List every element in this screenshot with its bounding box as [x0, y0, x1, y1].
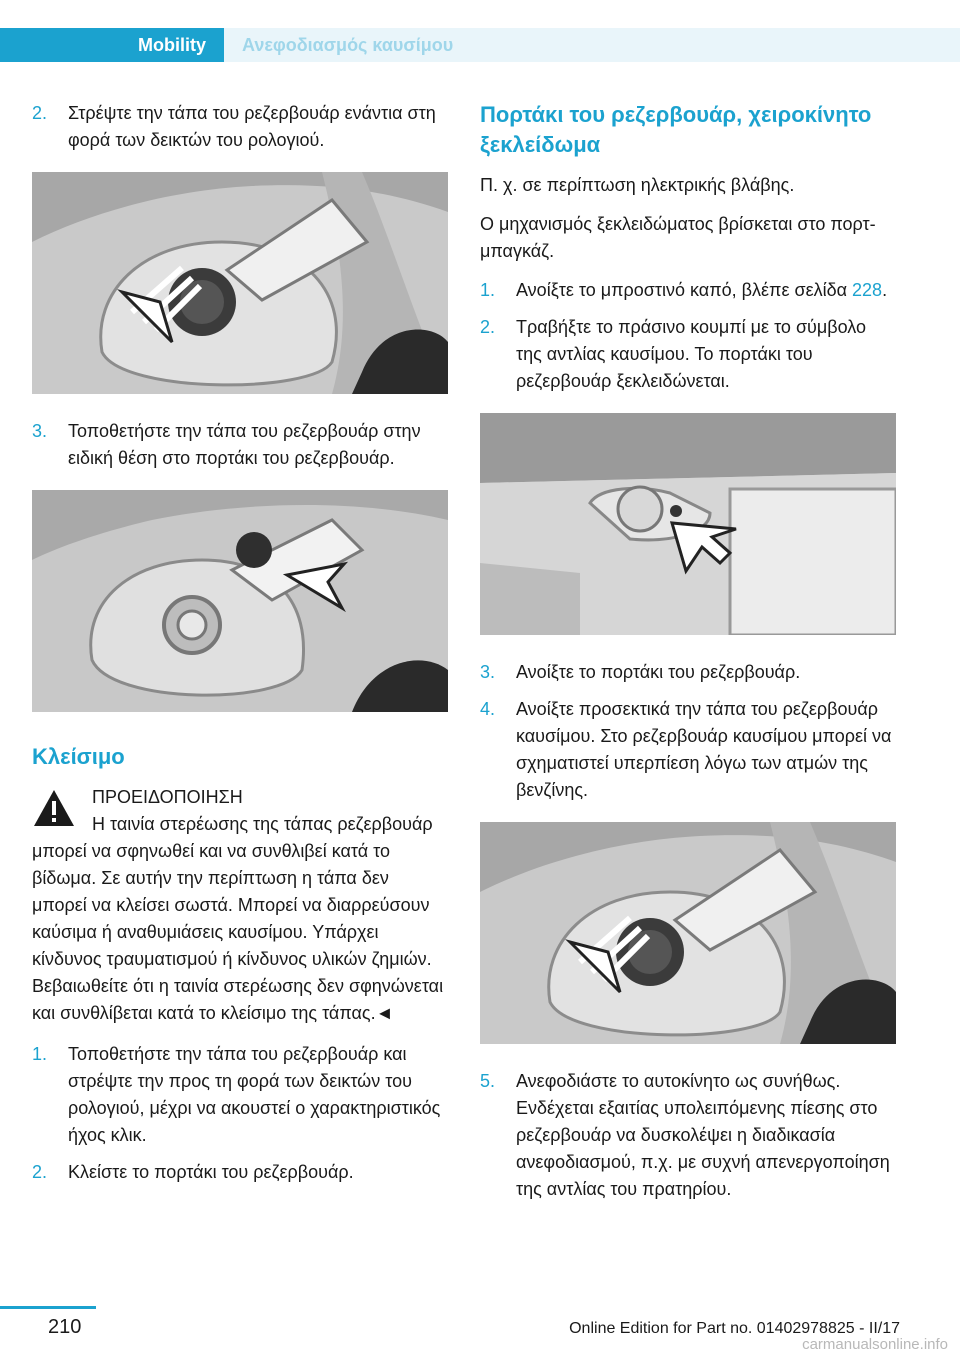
step-item: [480, 696, 896, 804]
step-item: [480, 659, 896, 686]
warning-block: [32, 784, 448, 1027]
step-text: Ανοίξτε προσεκτικά την τάπα του ρεζερβουάρ καυσίμου. Στο ρεζερβουάρ καυσίμου μπορεί να σχηματιστεί υπερπίεση λόγω των ατμών της βενζίνης.: [516, 699, 892, 800]
watermark: carmanualsonline.info: [802, 1336, 948, 1353]
right-column: [480, 100, 896, 1213]
header-topic: Ανεφοδιασμός καυσίμου: [242, 35, 454, 55]
paragraph: Ο μηχανισμός ξεκλειδώματος βρίσκεται στο πορτ-μπαγκάζ.: [480, 214, 876, 261]
step-number: 2.: [480, 317, 496, 337]
step-number: 5.: [480, 1071, 496, 1091]
step-text: Ανεφοδιάστε το αυτοκίνητο ως συνήθως. Ενδέχεται εξαιτίας υπολειπόμενης πίεσης στο ρεζερβουάρ να δυσκολέψει η διαδικασία ανεφοδιασμού, π.χ. με συχνή απενεργοποίηση της αντλίας του πρατηρίου.: [516, 1071, 890, 1199]
step-text: Τραβήξτε το πράσινο κουμπί με το σύμβολο της αντλίας καυσίμου. Το πορτάκι του ρεζερβουάρ ξεκλειδώνεται.: [516, 317, 867, 391]
step-number: 2.: [32, 1162, 48, 1182]
step-text: Ανοίξτε το πορτάκι του ρεζερβουάρ.: [516, 662, 801, 682]
footer-rule: [0, 1306, 96, 1309]
step-item: [480, 314, 896, 395]
figure-trunk-release: [480, 413, 896, 635]
trunk-release-illustration: [480, 413, 896, 635]
section-heading-manual-unlock: Πορτάκι του ρεζερβουάρ, χειροκίνητο ξεκλείδωμα: [480, 102, 872, 157]
step-number: 3.: [32, 421, 48, 441]
step-number: 1.: [32, 1044, 48, 1064]
step-text: Τοποθετήστε την τάπα του ρεζερβουάρ στην ειδική θέση στο πορτάκι του ρεζερβουάρ.: [68, 421, 421, 468]
step-text: Κλείστε το πορτάκι του ρεζερβουάρ.: [68, 1162, 354, 1182]
step-item: [32, 100, 448, 154]
warning-title: ΠΡΟΕΙΔΟΠΟΙΗΣΗ: [92, 787, 243, 807]
step-item: [480, 277, 896, 304]
section-heading-closing: Κλείσιμο: [32, 744, 125, 769]
figure-cap-open: [480, 822, 896, 1044]
figure-cap-turn: [32, 172, 448, 394]
page-header: [0, 0, 960, 60]
page-number: 210: [48, 1316, 82, 1338]
step-text: Ανοίξτε το μπροστινό καπό, βλέπε σελίδα: [516, 280, 853, 300]
fuel-cap-turn-illustration: [32, 172, 448, 394]
fuel-cap-open-illustration: [480, 822, 896, 1044]
step-number: 2.: [32, 103, 48, 123]
step-number: 1.: [480, 280, 496, 300]
step-text-end: .: [882, 280, 888, 300]
step-number: 3.: [480, 662, 496, 682]
fuel-cap-holder-illustration: [32, 490, 448, 712]
step-number: 4.: [480, 699, 496, 719]
paragraph: Π. χ. σε περίπτωση ηλεκτρικής βλάβης.: [480, 175, 795, 195]
warning-text: Η ταινία στερέωσης της τάπας ρεζερβουάρ μπορεί να σφηνωθεί και να συνθλιβεί κατά το βίδωμα. Σε αυτήν την περίπτωση η τάπα δεν μπορεί να κλείσει σωστά. Μπορεί να διαρρεύσουν καύσιμα ή αναθυμιάσεις καυσίμου. Υπάρχει κίνδυνος τραυματισμού ή κίνδυνος υλικών ζημιών. Βεβαιωθείτε ότι η ταινία στερέωσης δεν σφηνώνεται και συνθλίβεται κατά το κλείσιμο της τάπας.◄: [32, 814, 444, 1023]
step-text: Τοποθετήστε την τάπα του ρεζερβουάρ και στρέψτε την προς τη φορά των δεικτών του ρολογιού, μέχρι να ακουστεί ο χαρακτηριστικός ήχος κλικ.: [68, 1044, 441, 1145]
header-section-label: Mobility: [138, 35, 206, 55]
step-text: Στρέψτε την τάπα του ρεζερβουάρ ενάντια στη φορά των δεικτών του ρολογιού.: [68, 103, 436, 150]
warning-triangle-icon: [32, 788, 76, 828]
step-item: [32, 418, 448, 472]
figure-cap-holder: [32, 490, 448, 712]
step-item: [32, 1041, 448, 1149]
left-column: [32, 100, 448, 1196]
edition-note: Online Edition for Part no. 01402978825 - II/17: [569, 1320, 900, 1337]
step-item: [32, 1159, 448, 1186]
step-item: [480, 1068, 896, 1203]
page-reference-link[interactable]: 228: [852, 280, 883, 300]
